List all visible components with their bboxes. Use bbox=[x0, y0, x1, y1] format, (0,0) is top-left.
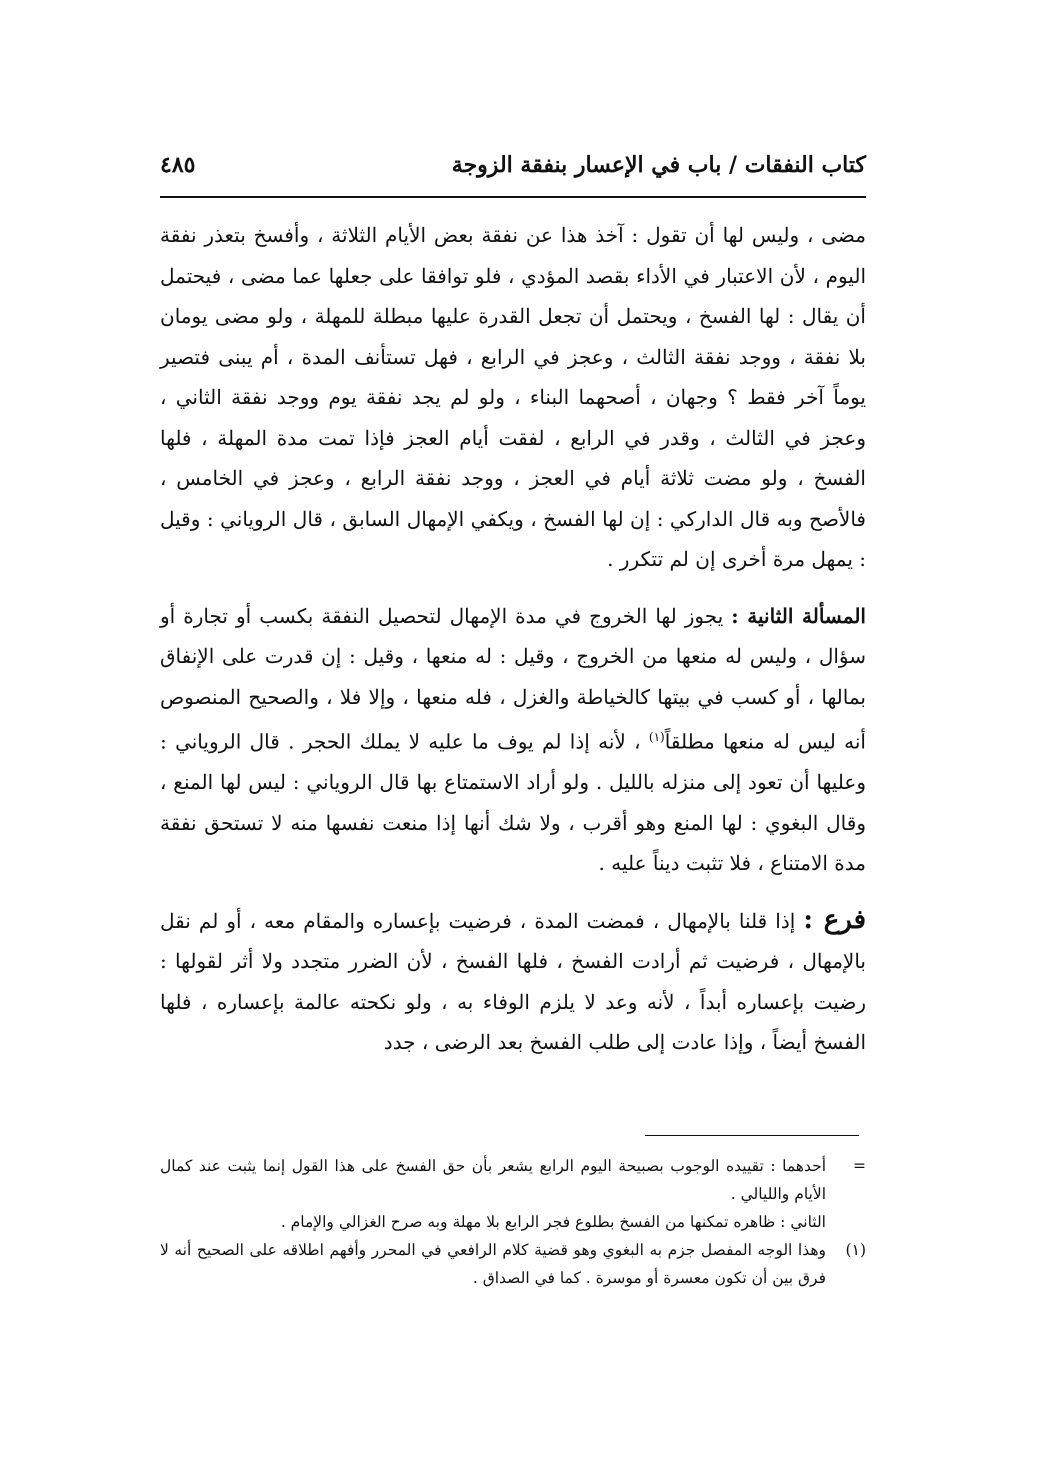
footnote-text: أحدهما : تقييده الوجوب بصبيحة اليوم الرابع يشعر بأن حق الفسخ على هذا القول إنما يثبت عند كمال الأيام والليالي . bbox=[160, 1157, 826, 1203]
paragraph-text: مضى ، وليس لها أن تقول : آخذ هذا عن نفقة بعض الأيام الثلاثة ، وأفسخ بتعذر نفقة اليوم ، لأن الاعتبار في الأداء بقصد المؤدي ، فلو توافقا على جعلها عما مضى ، فيحتمل أن يقال : لها الفسخ ، ويحتمل أن تجعل القدرة عليها مبطلة للمهلة ، ولو مضى يومان بلا نفقة ، ووجد نفقة الثالث ، وعجز في الرابع ، فهل تستأنف المدة ، أم يبنى فتصير يوماً آخر فقط ؟ وجهان ، أصحهما البناء ، ولو لم يجد نفقة يوم ووجد نفقة الثاني ، وعجز في الثالث ، وقدر في الرابع ، لفقت أيام العجز فإذا تمت مدة المهلة ، فلها الفسخ ، ولو مضت ثلاثة أيام في العجز ، ووجد نفقة الرابع ، وعجز في الخامس ، فالأصح وبه قال الداركي : إن لها الفسخ ، ويكفي الإمهال السابق ، قال الروياني : وقيل : يمهل مرة أخرى إن لم تتكرر . bbox=[160, 223, 866, 571]
paragraph-lead: المسألة الثانية : bbox=[731, 603, 866, 628]
header-title: كتاب النفقات / باب في الإعسار بنفقة الزوجة bbox=[451, 152, 866, 178]
footnote-reference: (١) bbox=[648, 730, 665, 744]
footnote-divider bbox=[645, 1135, 859, 1136]
paragraph-text-continued: ، لأنه إذا لم يوف ما عليه لا يملك الحجر . قال الروياني : وعليها أن تعود إلى منزله بالليل . ولو أراد الاستمتاع بها قال الروياني : ليس لها المنع ، وقال البغوي : لها المنع وهو أقرب ، ولا شك أنها إذا منعت نفسها منه لا تستحق نفقة مدة الامتناع ، فلا تثبت ديناً عليه . bbox=[160, 729, 866, 876]
footnote-text: الثاني : ظاهره تمكنها من الفسخ بطلوع فجر الرابع بلا مهلة وبه صرح الغزالي والإمام . bbox=[280, 1213, 826, 1231]
paragraph-text: إذا قلنا بالإمهال ، فمضت المدة ، فرضيت بإعساره والمقام معه ، أو لم نقل بالإمهال ، فرضيت ثم أرادت الفسخ ، فلها الفسخ ، لأن الضرر متجدد ولا أثر لقولها : رضيت بإعساره أبداً ، لأنه وعد لا يلزم الوفاء به ، ولو نكحته عالمة بإعساره ، فلها الفسخ أيضاً ، وإذا عادت إلى طلب الفسخ بعد الرضى ، جدد bbox=[160, 908, 866, 1055]
footnote-marker: = bbox=[853, 1157, 866, 1175]
running-header bbox=[160, 152, 866, 192]
footnote-marker bbox=[826, 1208, 866, 1236]
paragraph-text: يجوز لها الخروج في مدة الإمهال لتحصيل النفقة بكسب أو تجارة أو سؤال ، وليس له منعها من الخروج ، وقيل : له منعها ، وقيل : إن قدرت على الإنفاق بمالها ، أو كسب في بيتها كالخياطة والغزل ، فله منعها ، وإلا فلا ، والصحيح المنصوص أنه ليس له منعها مطلقاً bbox=[160, 603, 866, 754]
paragraph-lead: فرع : bbox=[803, 904, 866, 935]
footnotes bbox=[160, 1152, 866, 1292]
paragraph-3 bbox=[160, 900, 866, 1063]
paragraph-2 bbox=[160, 596, 866, 884]
footnote-marker: (١) bbox=[845, 1241, 866, 1259]
page-number: ٤٨٥ bbox=[160, 152, 196, 178]
footnote-item bbox=[160, 1208, 866, 1236]
header-divider bbox=[160, 196, 866, 198]
footnote-item bbox=[160, 1236, 866, 1292]
paragraph-1 bbox=[160, 215, 866, 580]
footnote-text: وهذا الوجه المفصل جزم به البغوي وهو قضية كلام الرافعي في المحرر وأفهم اطلاقه على الصحيح أنه لا فرق بين أن تكون معسرة أو موسرة . كما في الصداق . bbox=[160, 1241, 826, 1287]
main-text bbox=[160, 215, 866, 1063]
footnote-item bbox=[160, 1152, 866, 1208]
